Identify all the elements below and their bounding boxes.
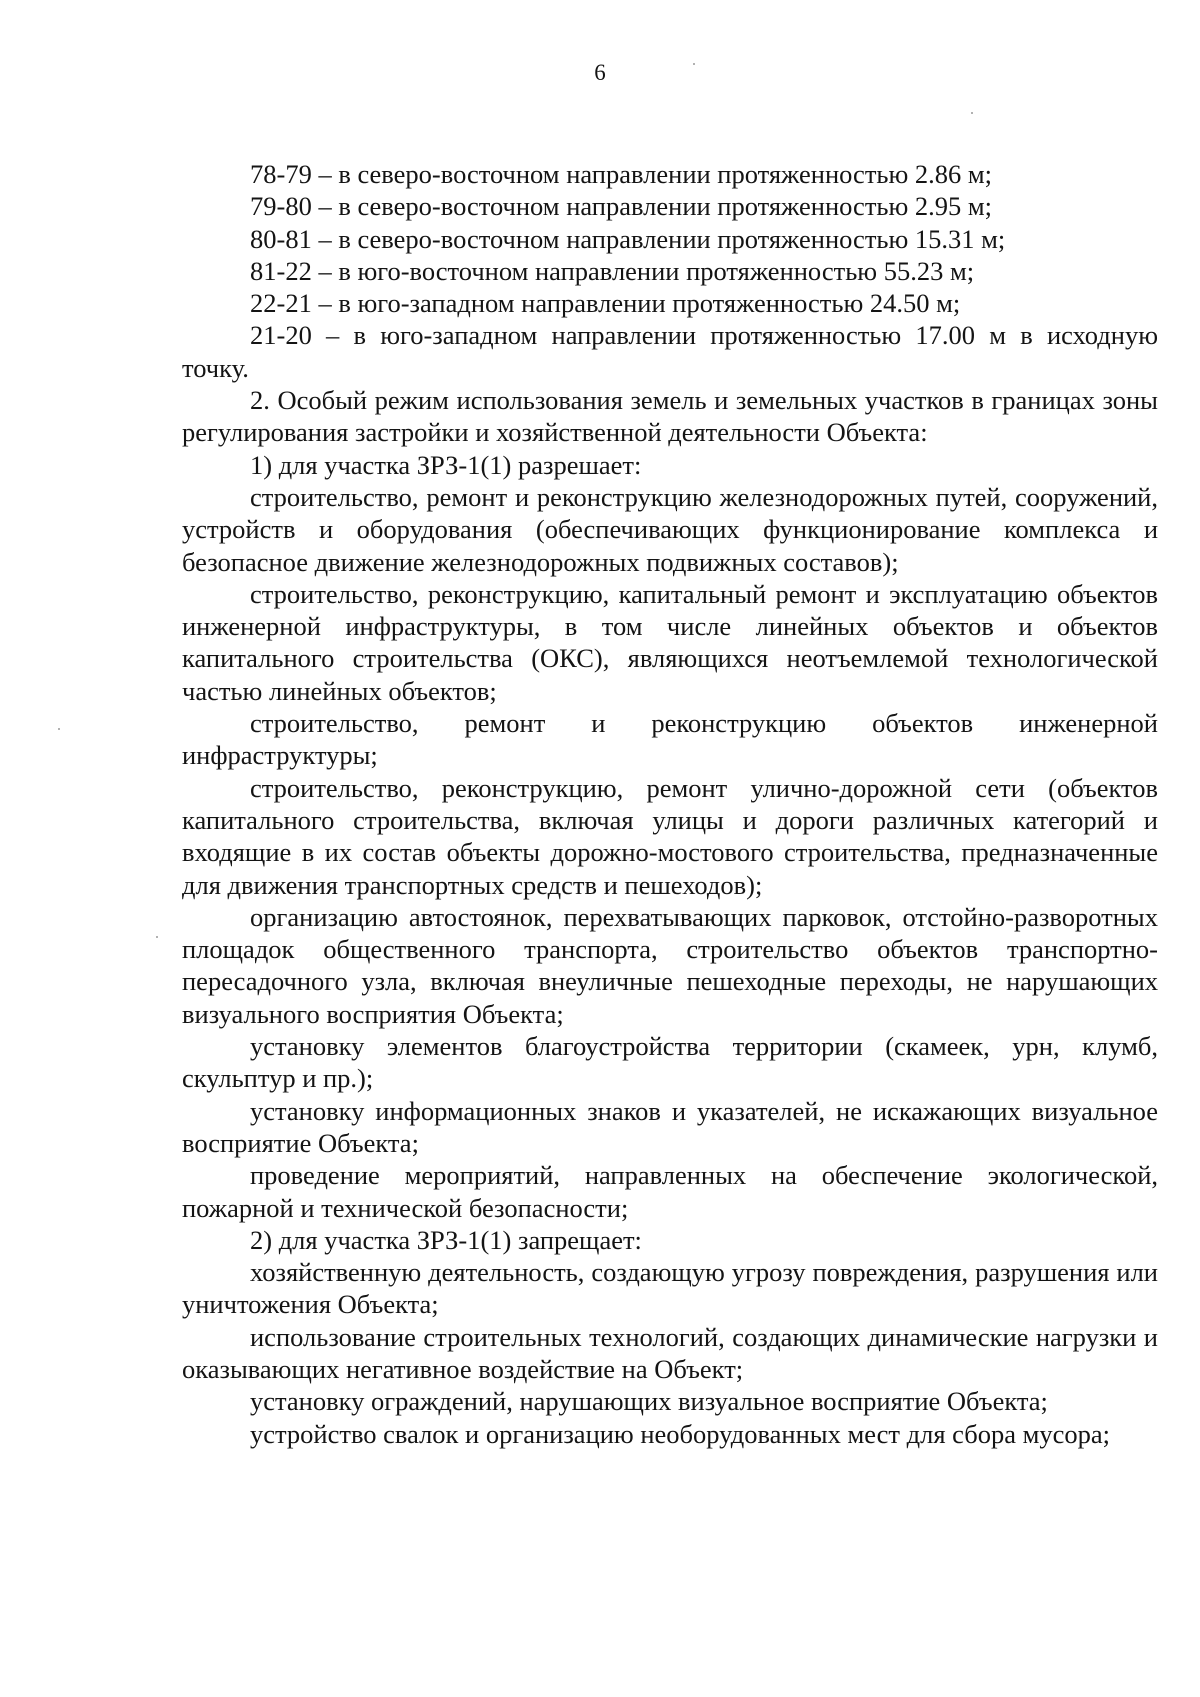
page-number: 6 [594,60,606,85]
paragraph-section-2-heading: 2. Особый режим использования земель и земельных участков в границах зоны регулирования застройки и хозяйственной деятельности Объекта: [182,385,1158,448]
document-body [182,158,1158,1450]
scan-speck [58,728,60,730]
paragraph-prohibits-heading: 2) для участка ЗРЗ-1(1) запрещает: [250,1224,642,1255]
paragraph-prohibit-dumps: устройство свалок и организацию необорудованных мест для сбора мусора; [250,1418,1111,1449]
paragraph-permit-signs: установку информационных знаков и указателей, не искажающих визуальное восприятие Объекта; [182,1095,1158,1158]
paragraph-permit-safety: проведение мероприятий, направленных на обеспечение экологической, пожарной и технической безопасности; [182,1160,1158,1223]
scan-speck [971,112,973,114]
paragraph-permit-engineering-linear: строительство, реконструкцию, капитальный ремонт и эксплуатацию объектов инженерной инфраструктуры, в том числе линейных объектов и объектов капитального строительства (ОКС), являющихся неотъемлемой технологической частью линейных объектов; [182,578,1158,706]
paragraph-prohibit-damage: хозяйственную деятельность, создающую угрозу повреждения, разрушения или уничтожения Объекта; [182,1257,1158,1320]
paragraph-prohibit-dynamic-loads: использование строительных технологий, создающих динамические нагрузки и оказывающих негативное воздействие на Объект; [182,1321,1158,1384]
scan-speck [156,936,158,938]
paragraph-permit-engineering: строительство, ремонт и реконструкцию объектов инженерной инфраструктуры; [182,708,1158,771]
paragraph-permit-railway: строительство, ремонт и реконструкцию железнодорожных путей, сооружений, устройств и оборудования (обеспечивающих функционирование комплекса и безопасное движение железнодорожных подвижных составов); [182,481,1158,577]
paragraph-segment-22-21: 22-21 – в юго-западном направлении протяженностью 24.50 м; [250,288,961,319]
paragraph-permit-parking: организацию автостоянок, перехватывающих парковок, отстойно-разворотных площадок общественного транспорта, строительство объектов транспортно-пересадочного узла, включая внеуличные пешеходные переходы, не нарушающих визуального восприятия Объекта; [182,901,1158,1029]
paragraph-segment-79-80: 79-80 – в северо-восточном направлении протяженностью 2.95 м; [250,191,993,222]
paragraph-permits-heading: 1) для участка ЗРЗ-1(1) разрешает: [250,449,642,480]
paragraph-prohibit-fences: установку ограждений, нарушающих визуальное восприятие Объекта; [250,1386,1048,1417]
paragraph-permit-landscaping: установку элементов благоустройства территории (скамеек, урн, клумб, скульптур и пр.); [182,1031,1158,1094]
paragraph-segment-81-22: 81-22 – в юго-восточном направлении протяженностью 55.23 м; [250,255,975,286]
paragraph-permit-road-network: строительство, реконструкцию, ремонт улично-дорожной сети (объектов капитального строительства, включая улицы и дороги различных категорий и входящие в их состав объекты дорожно-мостового строительства, предназначенные для движения транспортных средств и пешеходов); [182,772,1158,900]
paragraph-segment-80-81: 80-81 – в северо-восточном направлении протяженностью 15.31 м; [250,223,1006,254]
paragraph-segment-21-20: 21-20 – в юго-западном направлении протяженностью 17.00 м в исходную точку. [182,320,1158,383]
scan-speck [693,63,695,65]
paragraph-segment-78-79: 78-79 – в северо-восточном направлении протяженностью 2.86 м; [250,159,993,189]
